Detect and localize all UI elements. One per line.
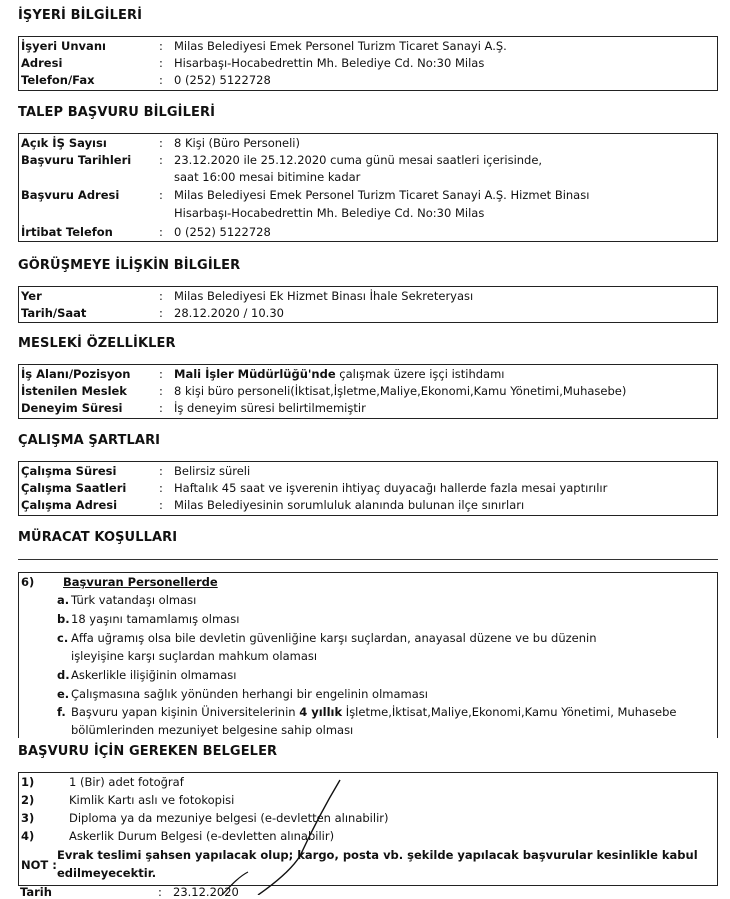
criteria-text: işleyişine karşı suçlardan mahkum olaması [71,649,318,663]
field-value: Hisarbaşı-Hocabedrettin Mh. Belediye Cd. No:30 Milas [174,56,485,70]
criteria-letter: d. [57,668,70,682]
document-number: 3) [21,811,35,825]
field-colon: : [159,56,163,70]
field-value: 8 kişi büro personeli(İktisat,İşletme,Maliye,Ekonomi,Kamu Yönetimi,Muhasebe) [174,384,627,398]
field-value: Milas Belediyesi Emek Personel Turizm Ticaret Sanayi A.Ş. Hizmet Binası [174,188,590,202]
field-label: Çalışma Adresi [21,498,118,512]
field-value-rest: çalışmak üzere işçi istihdamı [335,367,505,381]
section-title-belgeler: BAŞVURU İÇİN GEREKEN BELGELER [18,744,278,759]
section-title-talep: TALEP BAŞVURU BİLGİLERİ [18,105,216,120]
document-text: Kimlik Kartı aslı ve fotokopisi [69,793,235,807]
note-line-2: edilmeyecektir. [57,866,157,880]
criteria-text: 18 yaşını tamamlamış olması [71,612,240,626]
field-value: saat 16:00 mesai bitimine kadar [174,170,361,184]
field-colon: : [159,401,163,415]
footer-date-value: 23.12.2020 [173,885,239,899]
field-colon: : [159,136,163,150]
field-label: Açık İŞ Sayısı [21,136,107,150]
criteria-number: 6) [21,575,35,589]
field-label: Deneyim Süresi [21,401,123,415]
field-value: Milas Belediyesi Ek Hizmet Binası İhale Sekreteryası [174,289,474,303]
field-colon: : [159,225,163,239]
criteria-text-bold: 4 yıllık [299,705,343,719]
field-value: Belirsiz süreli [174,464,251,478]
field-colon: : [159,188,163,202]
field-value: 28.12.2020 / 10.30 [174,306,284,320]
field-colon: : [159,367,163,381]
field-label: Başvuru Tarihleri [21,153,132,167]
field-value: Haftalık 45 saat ve işverenin ihtiyaç duyacağı hallerde fazla mesai yaptırılır [174,481,608,495]
document-number: 1) [21,775,35,789]
field-colon: : [159,498,163,512]
document-number: 4) [21,829,35,843]
document-text: Diploma ya da mezuniye belgesi (e-devletten alınabilir) [69,811,389,825]
field-value: İş deneyim süresi belirtilmemiştir [174,401,366,415]
field-label: Çalışma Süresi [21,464,117,478]
section-title-muracat: MÜRACAT KOŞULLARI [18,530,178,545]
footer-date-label: Tarih [20,885,52,899]
field-label: İrtibat Telefon [21,225,113,239]
field-value: 0 (252) 5122728 [174,73,271,87]
field-colon: : [159,481,163,495]
field-colon: : [159,153,163,167]
section-title-calisma: ÇALIŞMA ŞARTLARI [18,433,161,448]
field-label: İş Alanı/Pozisyon [21,367,131,381]
field-colon: : [159,289,163,303]
field-colon: : [159,384,163,398]
field-label: Tarih/Saat [21,306,87,320]
field-colon: : [159,73,163,87]
criteria-letter: b. [57,612,70,626]
criteria-text: bölümlerinden mezuniyet belgesine sahip olması [71,723,354,737]
field-label: Telefon/Fax [21,73,95,87]
criteria-text: Affa uğramış olsa bile devletin güvenliğine karşı suçlardan, anayasal düzene ve bu düzenin [71,631,597,645]
document-text: Askerlik Durum Belgesi (e-devletten alınabilir) [69,829,335,843]
section-title-mesleki: MESLEKİ ÖZELLİKLER [18,336,176,351]
note-line-1: Evrak teslimi şahsen yapılacak olup; kargo, posta vb. şekilde yapılacak başvurular kesinlikle kabul [57,848,698,862]
document-text: 1 (Bir) adet fotoğraf [69,775,184,789]
field-value-bold: Mali İşler Müdürlüğü'nde [174,367,336,381]
field-value: Hisarbaşı-Hocabedrettin Mh. Belediye Cd. No:30 Milas [174,206,485,220]
section-title-isyeri: İŞYERİ BİLGİLERİ [18,8,143,23]
section-title-gorusme: GÖRÜŞMEYE İLİŞKİN BİLGİLER [18,258,241,273]
field-value: Milas Belediyesi Emek Personel Turizm Ticaret Sanayi A.Ş. [174,39,507,53]
criteria-heading: Başvuran Personellerde [63,575,218,589]
criteria-text: Çalışmasına sağlık yönünden herhangi bir engelinin olmaması [71,687,428,701]
field-label: Çalışma Saatleri [21,481,127,495]
criteria-text: Türk vatandaşı olması [71,593,197,607]
field-colon: : [159,306,163,320]
field-colon: : [159,39,163,53]
field-value: 8 Kişi (Büro Personeli) [174,136,300,150]
note-label: NOT : [21,858,57,872]
document-number: 2) [21,793,35,807]
field-label: Adresi [21,56,63,70]
field-label: Başvuru Adresi [21,188,120,202]
criteria-letter: f. [57,705,66,719]
criteria-text: Askerlikle ilişiğinin olmaması [71,668,237,682]
field-value: Milas Belediyesinin sorumluluk alanında bulunan ilçe sınırları [174,498,525,512]
field-label: Yer [21,289,42,303]
field-label: İstenilen Meslek [21,384,127,398]
footer-date-colon: : [158,885,162,899]
criteria-letter: e. [57,687,70,701]
criteria-letter: a. [57,593,70,607]
criteria-letter: c. [57,631,69,645]
criteria-text-post: İşletme,İktisat,Maliye,Ekonomi,Kamu Yönetimi, Muhasebe [342,705,677,719]
criteria-text-pre: Başvuru yapan kişinin Üniversitelerinin [71,705,300,719]
field-value: 0 (252) 5122728 [174,225,271,239]
field-value: 23.12.2020 ile 25.12.2020 cuma günü mesai saatleri içerisinde, [174,153,543,167]
field-label: İşyeri Unvanı [21,39,106,53]
field-colon: : [159,464,163,478]
